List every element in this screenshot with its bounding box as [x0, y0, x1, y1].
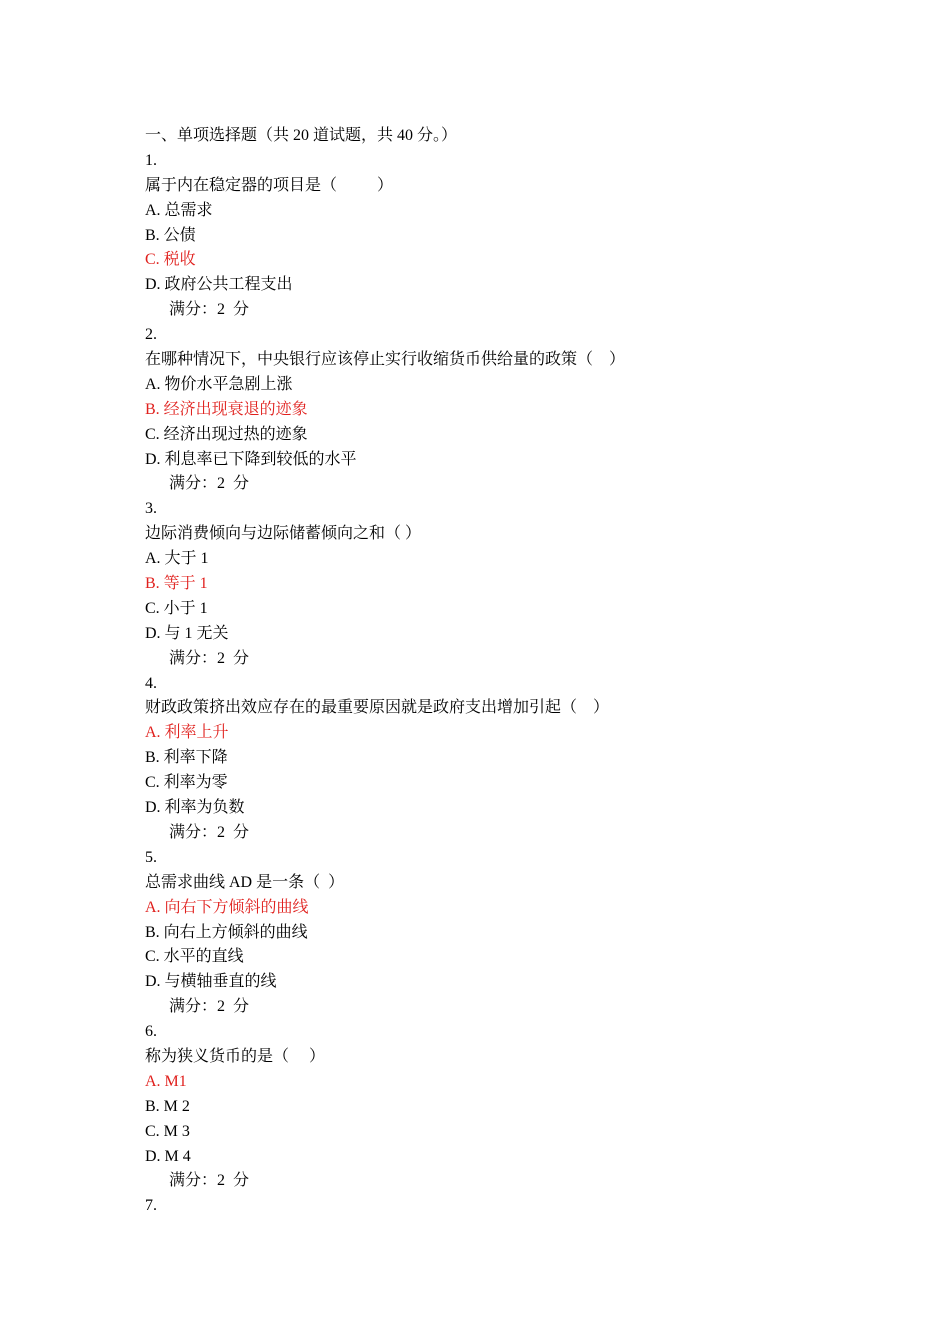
- score-label: 满分：2 分: [169, 823, 250, 841]
- question-stem: 在哪种情况下，中央银行应该停止实行收缩货币供给量的政策（ ）: [145, 351, 626, 369]
- answer-option: D. 利息率已下降到较低的水平: [145, 450, 357, 468]
- answer-option: C. 水平的直线: [145, 948, 244, 966]
- question-number: 6.: [145, 1023, 157, 1041]
- answer-option: D. M 4: [145, 1147, 191, 1165]
- question-number: 5.: [145, 848, 157, 866]
- answer-option: A. 物价水平急剧上涨: [145, 375, 293, 393]
- answer-option: A. 总需求: [145, 201, 213, 219]
- question-stem: 总需求曲线 AD 是一条（ ）: [145, 873, 345, 891]
- score-label: 满分：2 分: [169, 301, 250, 319]
- score-label: 满分：2 分: [169, 1172, 250, 1190]
- score-label: 满分：2 分: [169, 649, 250, 667]
- question-number: 3.: [145, 500, 157, 518]
- answer-option: C. 经济出现过热的迹象: [145, 425, 308, 443]
- answer-option: D. 与 1 无关: [145, 624, 229, 642]
- question-block: [145, 672, 845, 846]
- answer-option: C. M 3: [145, 1122, 190, 1140]
- answer-option-correct: B. 等于 1: [145, 575, 208, 593]
- question-number: 2.: [145, 326, 157, 344]
- score-label: 满分：2 分: [169, 998, 250, 1016]
- question-number: 4.: [145, 674, 157, 692]
- answer-option: C. 利率为零: [145, 774, 228, 792]
- answer-option-correct: A. M1: [145, 1072, 187, 1090]
- question-stem: 财政政策挤出效应存在的最重要原因就是政府支出增加引起（ ）: [145, 699, 610, 717]
- answer-option: D. 与横轴垂直的线: [145, 973, 277, 991]
- question-list: [145, 149, 845, 1194]
- answer-option-correct: C. 税收: [145, 251, 196, 269]
- question-number: 7.: [145, 1197, 157, 1215]
- section-title: 一、单项选择题（共 20 道试题，共 40 分。）: [145, 127, 458, 144]
- question-block: [145, 149, 845, 323]
- exam-page: [145, 124, 845, 1219]
- answer-option: B. 向右上方倾斜的曲线: [145, 923, 308, 941]
- answer-option-correct: A. 向右下方倾斜的曲线: [145, 898, 309, 916]
- question-stem: 称为狭义货币的是（ ）: [145, 1047, 326, 1065]
- answer-option: D. 政府公共工程支出: [145, 276, 293, 294]
- question-stem: 边际消费倾向与边际储蓄倾向之和（ ）: [145, 525, 422, 543]
- question-number: 1.: [145, 151, 157, 169]
- answer-option-correct: B. 经济出现衰退的迹象: [145, 400, 308, 418]
- answer-option: C. 小于 1: [145, 599, 208, 617]
- question-block: [145, 846, 845, 1020]
- answer-option-correct: A. 利率上升: [145, 724, 229, 742]
- answer-option: B. 利率下降: [145, 749, 228, 767]
- question-block: [145, 497, 845, 671]
- question-stem: 属于内在稳定器的项目是（ ）: [145, 176, 394, 194]
- question-block: [145, 323, 845, 497]
- answer-option: B. M 2: [145, 1097, 190, 1115]
- score-label: 满分：2 分: [169, 475, 250, 493]
- answer-option: B. 公债: [145, 226, 196, 244]
- answer-option: A. 大于 1: [145, 550, 209, 568]
- answer-option: D. 利率为负数: [145, 799, 245, 817]
- question-block: [145, 1020, 845, 1194]
